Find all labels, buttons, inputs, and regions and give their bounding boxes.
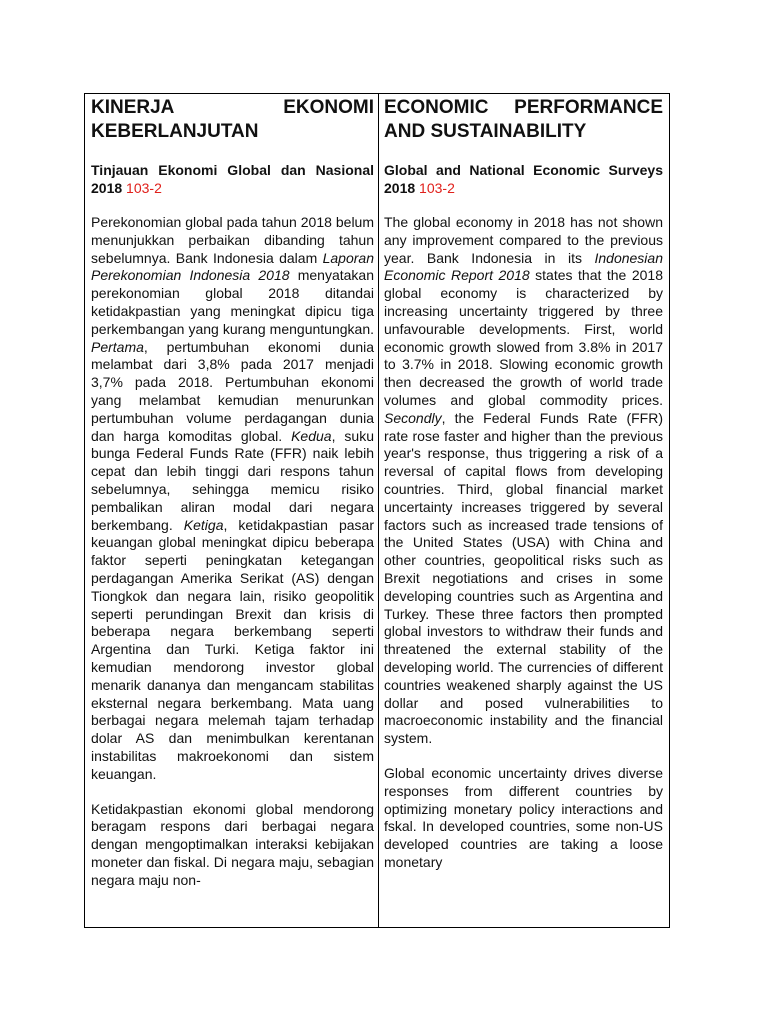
bilingual-table — [84, 93, 670, 928]
italic-term: Kedua — [291, 427, 332, 444]
text-run: The global economy in 2018 has not shown any improvement compared to the previous year. Bank Indonesia in its — [384, 214, 663, 266]
section-title-id — [91, 96, 374, 144]
gri-reference: 103-2 — [126, 180, 162, 196]
text-run: , ketidakpastian pasar keuangan global meningkat dipicu beberapa faktor seperti peningkatan ketegangan perdagangan Amerika Serikat (AS) dengan Tiongkok dan negara lain, risiko geopolitik seperti perundingan Brexit dan krisis di beberapa negara berkembang seperti Argentina dan Turki. Ketiga faktor ini kemudian mendorong investor global menarik dananya dan mengancam stabilitas eksternal negara berkembang. Mata uang berbagai negara melemah tajam terhadap dolar AS dan menimbulkan kerentanan instabilitas makroekonomi dan sistem keuangan. — [91, 516, 374, 782]
italic-term: Secondly — [384, 409, 442, 426]
indonesian-column — [85, 94, 379, 927]
report-title-italic: Indonesian Economic Report 2018 — [384, 249, 663, 284]
title-word-keberlanjutan: KEBERLANJUTAN — [91, 121, 259, 142]
section-title-en: ECONOMIC PERFORMANCE AND SUSTAINABILITY — [384, 97, 663, 142]
text-run: , the Federal Funds Rate (FFR) rate rose faster and higher than the previous year's response, thus triggering a risk of a reversal of capital flows from developing countries. Third, global financial market uncertainty increases triggered by several factors such as increased trade tensions of the United States (USA) with China and other countries, geopolitical risks such as Brexit negotiations and crises in some developing countries such as Argentina and Turkey. These three factors then prompted global investors to withdraw their funds and threatened the external stability of the developing world. The currencies of different countries weakened sharply against the US dollar and posed vulnerabilities to macroeconomic instability and the financial system. — [384, 409, 663, 747]
report-title-italic: Laporan Perekonomian Indonesia 2018 — [91, 249, 374, 284]
paragraph-id-2: Ketidakpastian ekonomi global mendorong beragam respons dari berbagai negara dengan mengoptimalkan interaksi kebijakan moneter dan fiskal. Di negara maju, sebagian negara maju non- — [91, 800, 374, 888]
gri-reference: 103-2 — [419, 180, 455, 196]
subtitle-en — [384, 161, 663, 197]
text-run: menyatakan perekonomian global 2018 ditandai ketidakpastian yang meningkat dipicu tiga perkembangan yang kurang menguntungkan. — [91, 267, 374, 337]
italic-term: Ketiga — [183, 516, 224, 533]
paragraph-en-2: Global economic uncertainty drives diverse responses from different countries by optimizing monetary policy interactions and fskal. In developed countries, some non-US developed countries are taking a loose monetary — [384, 764, 663, 870]
italic-term: Pertama — [91, 338, 144, 355]
english-column — [379, 94, 669, 927]
subtitle-text: Tinjauan Ekonomi Global dan Nasional 2018 — [91, 162, 374, 196]
text-run: states that the 2018 global economy is characterized by increasing uncertainty triggered by three unfavourable developments. First, world economic growth slowed from 3.8% in 2017 to 3.7% in 2018. Slowing economic growth then decreased the growth of world trade volumes and global commodity prices. — [384, 267, 663, 408]
subtitle-text: Global and National Economic Surveys 2018 — [384, 162, 663, 196]
text-run: , suku bunga Federal Funds Rate (FFR) naik lebih cepat dan lebih tinggi dari respons tahun sebelumnya, sehingga memicu risiko pembalikan aliran modal dari negara berkembang. — [91, 427, 374, 533]
subtitle-id — [91, 161, 374, 197]
paragraph-en-1 — [384, 214, 663, 748]
title-word-kinerja: KINERJA — [91, 97, 175, 118]
title-word-ekonomi: EKONOMI — [283, 97, 374, 118]
text-run: Perekonomian global pada tahun 2018 belum menunjukkan perbaikan dibanding tahun sebelumnya. Bank Indonesia dalam — [91, 214, 374, 266]
text-run: , pertumbuhan ekonomi dunia melambat dari 3,8% pada 2017 menjadi 3,7% pada 2018. Pertumbuhan ekonomi yang melambat kemudian menurunkan pertumbuhan volume perdagangan dunia dan harga komoditas global. — [91, 338, 374, 444]
paragraph-id-1 — [91, 214, 374, 784]
